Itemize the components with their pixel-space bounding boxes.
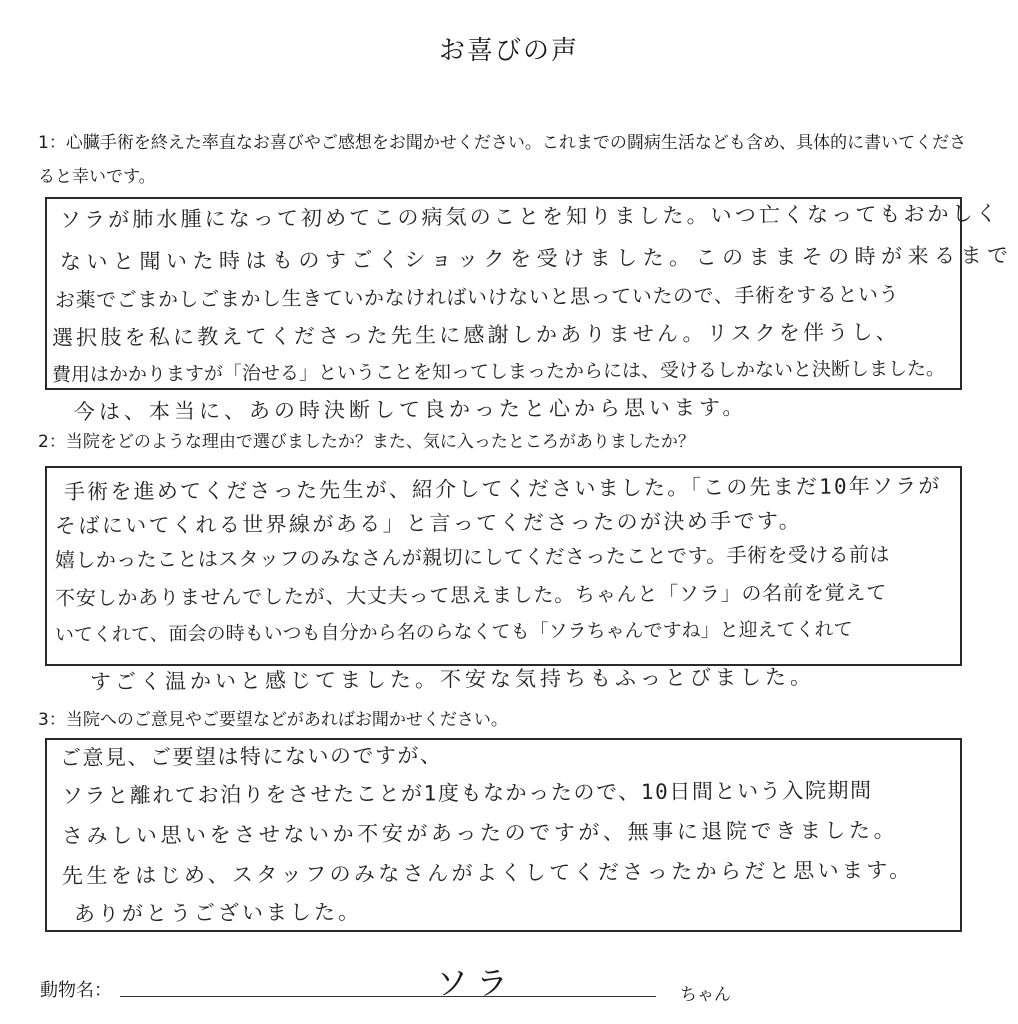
question-3-label: 3：当院へのご意見やご要望などがあればお聞かせください。	[38, 710, 508, 730]
answer-1-line-2: ないと聞いた時はものすごくショックを受けました。このままその時が来るまで	[59, 243, 1014, 274]
answer-3-line-2: ソラと離れてお泊りをさせたことが1度もなかったので、10日間という入院期間	[61, 778, 873, 808]
answer-2-line-4: 不安しかありませんでしたが、大丈夫って思えました。ちゃんと「ソラ」の名前を覚えて	[54, 580, 888, 610]
answer-3-line-3: さみしい思いをさせないか不安があったのですが、無事に退院できました。	[61, 818, 899, 848]
page-title: お喜びの声	[438, 36, 579, 66]
question-2-label: 2：当院をどのような理由で選びましたか？また、気に入ったところがありましたか？	[38, 432, 695, 452]
answer-1-line-4: 選択肢を私に教えてくださった先生に感謝しかありません。リスクを伴うし、	[51, 320, 900, 350]
answer-2-line-3: 嬉しかったことはスタッフのみなさんが親切にしてくださったことです。手術を受ける前は	[54, 542, 890, 572]
animal-name-value: ソラ	[436, 964, 517, 1002]
answer-1-line-1: ソラが肺水腫になって初めてこの病気のことを知りました。いつ亡くなってもおかしく	[59, 201, 1000, 232]
answer-1-line-6: 今は、本当に、あの時決断して良かったと心から思います。	[73, 395, 748, 424]
animal-name-underline	[120, 996, 656, 997]
animal-name-label: 動物名：	[40, 980, 112, 1001]
answer-2-line-1: 手術を進めてくださった先生が、紹介してくださいました。「この先まだ10年ソラが	[63, 473, 942, 504]
answer-2-line-6: すごく温かいと感じてました。不安な気持ちもふっとびました。	[89, 664, 816, 694]
answer-3-line-1: ご意見、ご要望は特にないのですが、	[59, 743, 443, 770]
animal-name-suffix: ちゃん	[680, 985, 731, 1005]
answer-2-line-2: そばにいてくれる世界線がある」と言ってくださったのが決め手です。	[54, 508, 803, 538]
answer-2-line-5: いてくれて、面会の時もいつも自分から名のらなくても「ソラちゃんですね」と迎えてくれて	[54, 618, 853, 646]
answer-1-line-3: お薬でごまかしごまかし生きていかなければいけないと思っていたので、手術をするという	[54, 282, 900, 312]
answer-1-line-5: 費用はかかりますが「治せる」ということを知ってしまったからには、受けるしかないと決断しました。	[51, 357, 946, 386]
answer-3-line-5: ありがとうございました。	[73, 899, 363, 926]
answer-3-line-4: 先生をはじめ、スタッフのみなさんがよくしてくださったからだと思います。	[61, 858, 914, 888]
question-1-label: 1：心臓手術を終えた率直なお喜びやご感想をお聞かせください。これまでの闘病生活なども含め、具体的に書いてくださると幸いです。	[38, 133, 967, 187]
